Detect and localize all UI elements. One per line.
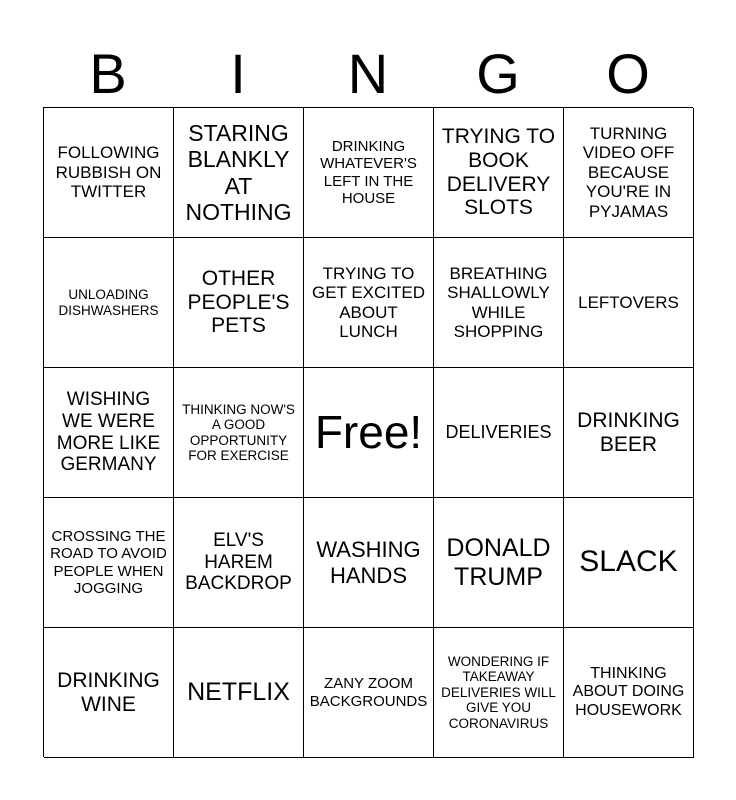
bingo-cell[interactable] (434, 238, 564, 368)
bingo-cell[interactable] (564, 108, 694, 238)
cell-label: OTHER PEOPLE'S PETS (187, 266, 290, 338)
bingo-cell[interactable] (174, 368, 304, 498)
cell-label: ZANY ZOOM BACKGROUNDS (309, 675, 428, 710)
cell-label: TURNING VIDEO OFF BECAUSE YOU'RE IN PYJAMAS (582, 124, 675, 221)
bingo-board (43, 107, 693, 757)
cell-label: DRINKING BEER (577, 408, 680, 456)
bingo-cell[interactable] (564, 498, 694, 628)
cell-label: DONALD TRUMP (446, 534, 551, 591)
cell-label: STARING BLANKLY AT NOTHING (185, 120, 292, 225)
cell-label: NETFLIX (187, 678, 290, 707)
cell-label: UNLOADING DISHWASHERS (58, 287, 159, 318)
bingo-cell[interactable] (174, 238, 304, 368)
bingo-cell[interactable] (434, 628, 564, 758)
free-space-label: Free! (314, 406, 423, 459)
cell-label: DRINKING WHATEVER'S LEFT IN THE HOUSE (320, 138, 417, 207)
bingo-cell[interactable] (564, 628, 694, 758)
cell-label: CROSSING THE ROAD TO AVOID PEOPLE WHEN JOGGING (50, 528, 167, 597)
bingo-cell[interactable] (174, 498, 304, 628)
bingo-cell[interactable] (44, 628, 174, 758)
cell-label: THINKING NOW'S A GOOD OPPORTUNITY FOR EXERCISE (182, 401, 295, 463)
bingo-cell[interactable] (304, 628, 434, 758)
bingo-cell[interactable] (434, 108, 564, 238)
cell-label: WISHING WE WERE MORE LIKE GERMANY (56, 389, 161, 476)
bingo-cell[interactable] (44, 108, 174, 238)
bingo-cell[interactable] (44, 498, 174, 628)
bingo-cell[interactable] (304, 498, 434, 628)
header-letter-g: G (476, 42, 520, 105)
cell-label: DRINKING WINE (57, 668, 160, 716)
cell-label: FOLLOWING RUBBISH ON TWITTER (55, 143, 162, 202)
cell-label: WONDERING IF TAKEAWAY DELIVERIES WILL GIVE YOU CORONAVIRUS (441, 654, 556, 731)
cell-label: TRYING TO BOOK DELIVERY SLOTS (441, 124, 556, 220)
cell-label: THINKING ABOUT DOING HOUSEWORK (572, 665, 685, 719)
cell-label: ELV'S HAREM BACKDROP (185, 530, 292, 595)
bingo-cell[interactable] (564, 368, 694, 498)
cell-label: SLACK (579, 545, 678, 579)
header-letter-o: O (606, 42, 650, 105)
bingo-cell[interactable] (304, 108, 434, 238)
cell-label: LEFTOVERS (578, 292, 679, 312)
bingo-cell[interactable] (174, 108, 304, 238)
bingo-cell[interactable] (44, 368, 174, 498)
bingo-cell[interactable] (304, 238, 434, 368)
bingo-cell[interactable] (174, 628, 304, 758)
bingo-cell[interactable] (434, 368, 564, 498)
bingo-cell[interactable] (564, 238, 694, 368)
bingo-cell[interactable] (434, 498, 564, 628)
header-letter-n: N (347, 42, 389, 105)
cell-label: WASHING HANDS (316, 537, 421, 588)
header-letter-b: B (89, 42, 127, 105)
cell-label: DELIVERIES (445, 422, 552, 443)
bingo-cell[interactable] (44, 238, 174, 368)
free-space[interactable] (304, 368, 434, 498)
cell-label: BREATHING SHALLOWLY WHILE SHOPPING (447, 263, 550, 341)
bingo-header (43, 42, 693, 106)
header-letter-i: I (230, 42, 246, 105)
cell-label: TRYING TO GET EXCITED ABOUT LUNCH (311, 263, 426, 341)
